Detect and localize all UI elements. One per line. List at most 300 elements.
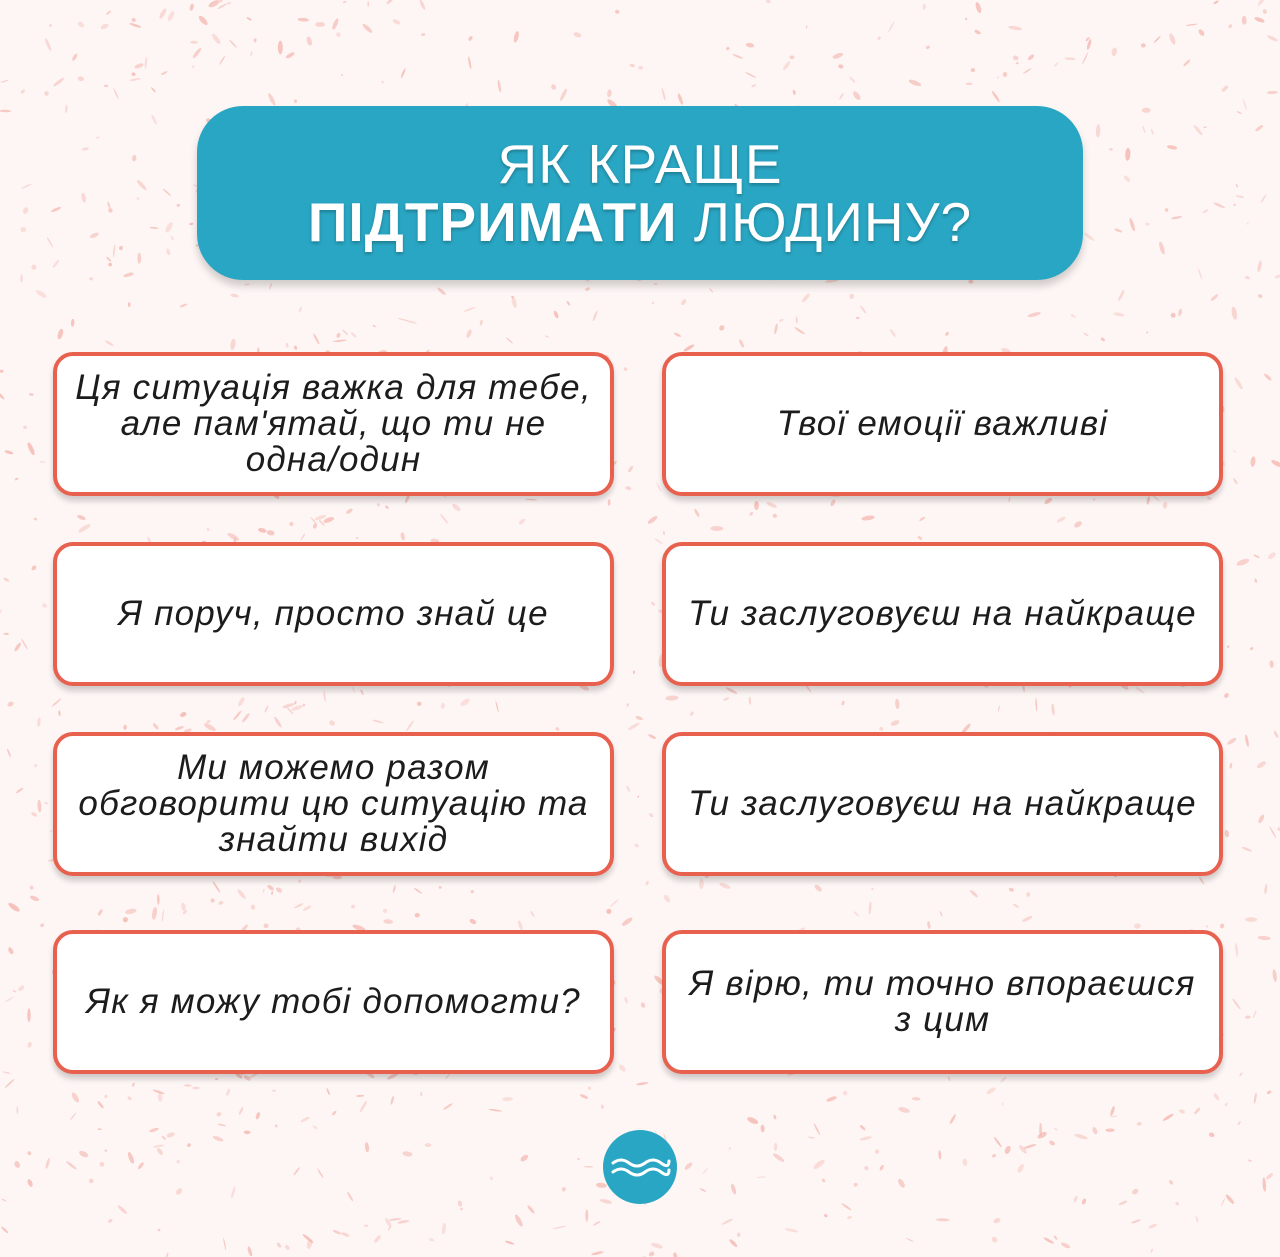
texture-speck <box>1257 814 1265 824</box>
texture-speck <box>41 602 47 608</box>
texture-speck <box>406 720 415 732</box>
texture-speck <box>451 503 462 513</box>
texture-speck <box>97 908 103 916</box>
texture-speck <box>618 1063 627 1073</box>
texture-speck <box>847 1215 852 1219</box>
texture-speck <box>856 317 860 319</box>
texture-speck <box>392 18 401 25</box>
texture-speck <box>323 691 326 702</box>
texture-speck <box>136 179 148 191</box>
texture-speck <box>217 1123 226 1126</box>
texture-speck <box>970 68 975 73</box>
texture-speck <box>1178 1109 1185 1115</box>
texture-speck <box>469 918 477 925</box>
texture-speck <box>1246 222 1249 225</box>
texture-speck <box>1257 0 1267 7</box>
texture-speck <box>852 90 862 101</box>
texture-speck <box>1266 1090 1272 1095</box>
texture-speck <box>332 1229 341 1235</box>
texture-speck <box>123 725 127 730</box>
texture-speck <box>579 1093 588 1099</box>
texture-speck <box>746 1116 759 1126</box>
texture-speck <box>117 1204 128 1215</box>
texture-speck <box>766 501 778 509</box>
texture-speck <box>1117 289 1125 301</box>
texture-speck <box>1043 1237 1054 1245</box>
texture-speck <box>210 898 216 904</box>
texture-speck <box>1202 209 1209 214</box>
texture-speck <box>203 722 217 733</box>
texture-speck <box>677 93 684 105</box>
texture-speck <box>1134 923 1142 929</box>
texture-speck <box>152 722 159 730</box>
texture-speck <box>275 886 283 893</box>
texture-speck <box>1267 551 1277 560</box>
texture-speck <box>1213 202 1226 210</box>
texture-speck <box>1206 925 1208 928</box>
texture-speck <box>969 889 979 898</box>
texture-speck <box>710 526 723 531</box>
texture-speck <box>328 719 336 726</box>
texture-speck <box>1027 53 1035 61</box>
texture-speck <box>760 1124 765 1132</box>
texture-speck <box>1263 373 1272 382</box>
texture-speck <box>241 712 251 723</box>
texture-speck <box>1250 456 1256 467</box>
texture-speck <box>0 609 2 616</box>
texture-speck <box>680 298 687 306</box>
texture-speck <box>1109 1106 1115 1117</box>
texture-speck <box>266 530 275 537</box>
phrase-text: Я поруч, просто знай це <box>118 594 549 633</box>
texture-speck <box>721 1218 733 1226</box>
texture-speck <box>663 894 672 903</box>
texture-speck <box>778 318 784 323</box>
texture-speck <box>294 902 304 909</box>
texture-speck <box>1269 660 1274 668</box>
texture-speck <box>1250 647 1254 651</box>
texture-speck <box>26 442 36 456</box>
texture-speck <box>151 907 158 921</box>
texture-speck <box>774 1143 778 1151</box>
texture-speck <box>37 800 42 813</box>
texture-speck <box>511 296 518 308</box>
texture-speck <box>263 888 265 893</box>
texture-speck <box>386 0 395 5</box>
texture-speck <box>276 1242 282 1249</box>
texture-speck <box>922 4 926 10</box>
texture-speck <box>645 880 650 886</box>
texture-speck <box>384 1217 393 1227</box>
texture-speck <box>495 701 499 713</box>
texture-speck <box>853 1183 858 1187</box>
texture-speck <box>465 329 473 339</box>
texture-speck <box>65 105 68 113</box>
texture-speck <box>726 46 731 50</box>
texture-speck <box>333 339 347 342</box>
texture-speck <box>331 1110 337 1116</box>
texture-speck <box>89 231 99 239</box>
texture-speck <box>300 533 305 541</box>
texture-speck <box>17 1106 19 1114</box>
texture-speck <box>216 1111 222 1117</box>
texture-speck <box>88 1178 94 1184</box>
texture-speck <box>553 1225 567 1229</box>
texture-speck <box>400 68 406 78</box>
texture-speck <box>336 332 341 338</box>
texture-speck <box>754 501 759 510</box>
texture-speck <box>673 332 681 338</box>
texture-speck <box>298 879 302 883</box>
texture-speck <box>1008 497 1011 503</box>
texture-speck <box>171 236 174 241</box>
texture-speck <box>1253 554 1260 559</box>
texture-speck <box>7 946 14 955</box>
texture-speck <box>1193 1107 1201 1115</box>
texture-speck <box>31 564 38 571</box>
texture-speck <box>1053 1235 1058 1240</box>
phrase-card <box>662 732 1223 876</box>
texture-speck <box>1237 1121 1241 1126</box>
texture-speck <box>1274 274 1280 279</box>
texture-speck <box>623 367 628 372</box>
texture-speck <box>1233 450 1237 453</box>
texture-speck <box>293 1167 301 1176</box>
texture-speck <box>1203 126 1207 128</box>
texture-speck <box>429 1238 435 1242</box>
texture-speck <box>363 1224 368 1227</box>
texture-speck <box>1026 892 1031 898</box>
texture-speck <box>1131 1219 1141 1224</box>
texture-speck <box>179 711 187 718</box>
texture-speck <box>113 88 119 100</box>
texture-speck <box>1170 312 1176 318</box>
texture-speck <box>389 1218 402 1222</box>
texture-speck <box>1073 1195 1079 1203</box>
texture-speck <box>1146 331 1149 334</box>
texture-speck <box>300 1116 310 1123</box>
texture-speck <box>730 1183 737 1195</box>
texture-speck <box>1265 1172 1274 1180</box>
texture-speck <box>1247 1159 1252 1162</box>
texture-speck <box>137 1161 145 1170</box>
texture-speck <box>526 1204 535 1214</box>
texture-speck <box>149 1127 159 1133</box>
texture-speck <box>100 22 110 30</box>
texture-speck <box>13 642 21 652</box>
texture-speck <box>1273 730 1279 739</box>
texture-speck <box>842 1090 848 1096</box>
texture-speck <box>20 638 28 650</box>
texture-speck <box>1232 998 1242 1010</box>
texture-speck <box>812 1158 826 1170</box>
texture-speck <box>919 516 926 521</box>
texture-speck <box>601 1104 604 1109</box>
texture-speck <box>1167 145 1178 151</box>
texture-speck <box>640 1002 646 1009</box>
texture-speck <box>751 84 757 88</box>
texture-speck <box>227 2 231 4</box>
texture-speck <box>151 114 158 125</box>
texture-speck <box>218 900 224 905</box>
texture-speck <box>505 1240 515 1245</box>
texture-speck <box>629 63 635 67</box>
texture-speck <box>157 1228 160 1231</box>
texture-speck <box>1257 260 1263 272</box>
texture-speck <box>35 289 48 299</box>
texture-speck <box>197 14 209 26</box>
texture-speck <box>4 996 14 1003</box>
texture-speck <box>877 36 882 41</box>
texture-speck <box>0 80 8 83</box>
texture-speck <box>118 245 124 251</box>
texture-speck <box>7 701 15 708</box>
texture-speck <box>530 910 535 917</box>
texture-speck <box>561 1186 566 1192</box>
texture-speck <box>1254 124 1263 132</box>
texture-speck <box>217 3 228 10</box>
texture-speck <box>51 698 62 708</box>
texture-speck <box>1254 578 1257 583</box>
texture-speck <box>350 904 355 909</box>
texture-speck <box>441 703 446 709</box>
texture-speck <box>158 8 167 20</box>
texture-speck <box>1207 496 1212 500</box>
texture-speck <box>341 74 344 77</box>
texture-speck <box>3 633 9 635</box>
texture-speck <box>1 1198 7 1202</box>
texture-speck <box>912 1097 921 1101</box>
texture-speck <box>663 531 665 535</box>
texture-speck <box>184 1084 192 1087</box>
texture-speck <box>585 1209 588 1222</box>
phrase-text: Як я можу тобі допомогти? <box>86 982 581 1021</box>
texture-speck <box>719 882 732 890</box>
texture-speck <box>864 1166 868 1170</box>
texture-speck <box>56 328 64 340</box>
texture-speck <box>947 1076 951 1081</box>
title-rest: ЛЮДИНУ? <box>693 191 973 253</box>
texture-speck <box>459 697 471 707</box>
texture-speck <box>175 1187 183 1196</box>
texture-speck <box>1002 1103 1003 1106</box>
texture-speck <box>302 905 312 912</box>
texture-speck <box>794 326 806 335</box>
texture-speck <box>647 515 659 525</box>
texture-speck <box>1245 275 1251 280</box>
phrase-text: Ми можемо разом обговорити цю ситуацію та знайти вихід <box>78 748 589 859</box>
texture-speck <box>1168 33 1177 46</box>
texture-speck <box>1141 43 1146 48</box>
texture-speck <box>772 513 778 519</box>
texture-speck <box>813 1123 821 1135</box>
texture-speck <box>58 710 61 716</box>
texture-speck <box>1252 1010 1257 1018</box>
texture-speck <box>189 222 194 225</box>
texture-speck <box>832 52 844 60</box>
texture-speck <box>192 1087 199 1090</box>
texture-speck <box>621 916 634 927</box>
texture-speck <box>463 306 477 312</box>
texture-speck <box>1060 1241 1071 1249</box>
texture-speck <box>382 908 388 914</box>
texture-speck <box>71 53 78 62</box>
texture-speck <box>23 426 27 430</box>
texture-speck <box>699 879 704 889</box>
texture-speck <box>638 66 643 70</box>
texture-speck <box>1150 1248 1153 1253</box>
texture-speck <box>413 887 422 894</box>
texture-speck <box>488 1109 502 1113</box>
texture-speck <box>443 1103 453 1111</box>
texture-speck <box>445 1074 450 1080</box>
texture-speck <box>30 811 37 818</box>
texture-speck <box>1008 25 1022 31</box>
texture-speck <box>27 1041 33 1048</box>
texture-speck <box>247 1246 253 1257</box>
texture-speck <box>244 1130 251 1134</box>
texture-speck <box>166 1131 176 1138</box>
texture-speck <box>225 1088 230 1096</box>
texture-speck <box>136 197 140 201</box>
texture-speck <box>773 323 778 334</box>
texture-speck <box>190 41 198 44</box>
texture-speck <box>284 1244 290 1251</box>
texture-speck <box>1002 72 1007 78</box>
texture-speck <box>167 10 176 22</box>
phrase-card <box>53 732 614 876</box>
texture-speck <box>732 53 743 59</box>
texture-speck <box>129 22 142 28</box>
texture-speck <box>1231 306 1238 320</box>
phrase-card <box>662 930 1223 1074</box>
texture-speck <box>650 601 655 606</box>
texture-speck <box>895 699 900 710</box>
texture-speck <box>1048 1140 1055 1147</box>
texture-speck <box>104 340 114 347</box>
texture-speck <box>725 686 738 694</box>
texture-speck <box>390 1096 395 1105</box>
phrase-text: Я вірю, ти точно впораєшся з цим <box>689 964 1196 1039</box>
texture-speck <box>176 204 180 208</box>
texture-speck <box>945 331 950 336</box>
texture-speck <box>289 522 293 526</box>
texture-speck <box>0 110 11 113</box>
texture-speck <box>376 503 381 507</box>
texture-speck <box>925 45 930 50</box>
texture-speck <box>860 305 867 314</box>
texture-speck <box>81 147 89 151</box>
texture-speck <box>46 237 53 248</box>
texture-speck <box>593 1221 601 1227</box>
texture-speck <box>801 292 811 303</box>
texture-speck <box>12 990 17 993</box>
texture-speck <box>49 24 52 27</box>
texture-speck <box>1081 1198 1087 1205</box>
texture-speck <box>29 393 34 396</box>
texture-speck <box>13 1160 21 1169</box>
texture-speck <box>269 283 273 290</box>
texture-speck <box>518 518 526 526</box>
texture-speck <box>610 899 620 908</box>
texture-speck <box>285 51 295 59</box>
texture-speck <box>1018 1144 1028 1155</box>
texture-speck <box>1253 1092 1257 1104</box>
texture-speck <box>974 1 982 13</box>
texture-speck <box>77 514 87 521</box>
texture-speck <box>6 748 11 757</box>
texture-speck <box>1169 1179 1174 1185</box>
texture-speck <box>1267 91 1278 95</box>
texture-speck <box>519 1154 529 1163</box>
texture-speck <box>566 301 571 306</box>
texture-speck <box>1162 501 1167 509</box>
texture-speck <box>227 532 241 542</box>
texture-speck <box>1023 1143 1037 1149</box>
texture-speck <box>1232 478 1238 485</box>
texture-speck <box>251 904 256 910</box>
phrase-text: Ця ситуація важка для тебе, але пам'ятай, що ти не одна/один <box>75 368 592 479</box>
texture-speck <box>577 1157 580 1160</box>
texture-speck <box>1223 692 1229 699</box>
texture-speck <box>1258 293 1264 298</box>
texture-speck <box>1208 1132 1215 1138</box>
texture-speck <box>1022 915 1034 923</box>
texture-speck <box>1012 903 1019 909</box>
texture-speck <box>372 719 384 724</box>
title-line-2 <box>308 193 972 251</box>
texture-speck <box>1082 52 1089 64</box>
texture-speck <box>1254 16 1266 24</box>
texture-speck <box>1243 98 1247 110</box>
texture-speck <box>879 726 884 731</box>
texture-speck <box>1118 1200 1128 1206</box>
texture-speck <box>592 310 598 321</box>
texture-speck <box>15 787 24 794</box>
texture-speck <box>1264 884 1268 894</box>
texture-speck <box>838 64 844 69</box>
texture-speck <box>506 337 514 344</box>
phrase-text: Ти заслуговуєш на найкраще <box>688 784 1197 823</box>
texture-speck <box>1266 34 1278 42</box>
texture-speck <box>149 226 159 229</box>
texture-speck <box>699 1188 706 1193</box>
texture-speck <box>107 1218 113 1224</box>
texture-speck <box>97 1128 102 1130</box>
texture-speck <box>45 1158 51 1170</box>
texture-speck <box>1128 217 1136 231</box>
texture-speck <box>161 1135 167 1140</box>
texture-speck <box>65 1160 77 1170</box>
texture-speck <box>1219 923 1225 929</box>
texture-speck <box>272 1090 276 1092</box>
texture-speck <box>1136 1122 1142 1126</box>
texture-speck <box>1260 194 1267 204</box>
texture-speck <box>826 1095 838 1102</box>
texture-speck <box>585 287 591 292</box>
texture-speck <box>823 1213 828 1218</box>
texture-speck <box>70 1091 80 1103</box>
texture-speck <box>583 1166 593 1168</box>
texture-speck <box>965 18 967 21</box>
texture-speck <box>1016 62 1019 64</box>
texture-speck <box>212 1135 224 1143</box>
texture-speck <box>773 1115 777 1120</box>
texture-speck <box>591 1250 604 1256</box>
texture-speck <box>709 288 714 293</box>
texture-speck <box>782 60 791 71</box>
texture-speck <box>627 465 634 473</box>
